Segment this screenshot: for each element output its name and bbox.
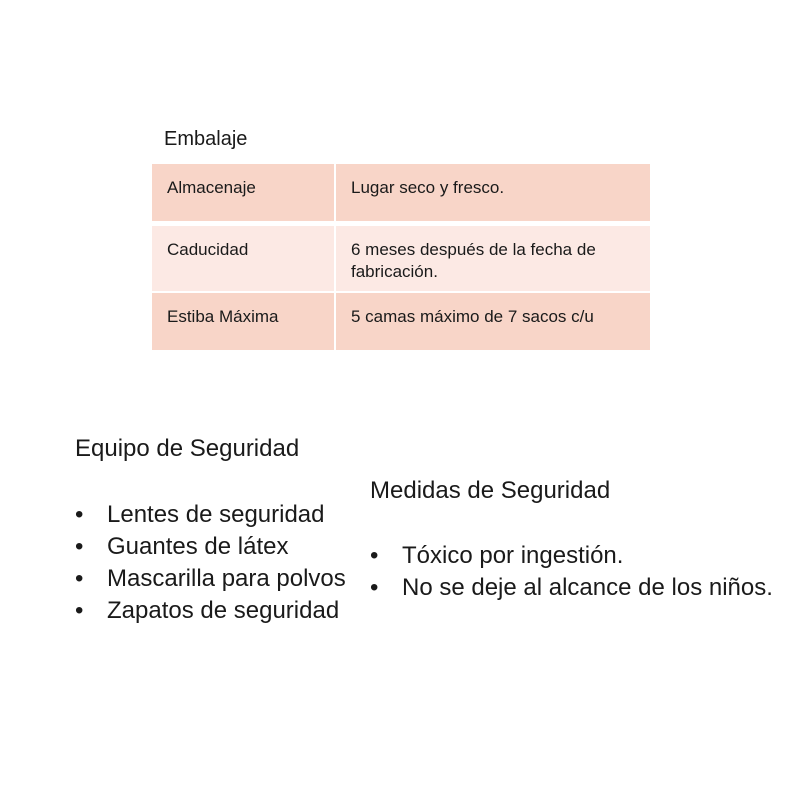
packaging-title: Embalaje (164, 128, 248, 150)
list-item (370, 540, 773, 572)
list-item (75, 563, 346, 595)
safety-measures-title: Medidas de Seguridad (370, 477, 611, 504)
bullet-icon: • (75, 533, 84, 560)
list-item-text: Lentes de seguridad (107, 501, 325, 528)
list-item-text: Tóxico por ingestión. (402, 542, 624, 569)
list-item (75, 499, 346, 531)
list-item (75, 531, 346, 563)
row-label-expiry: Caducidad (152, 221, 336, 291)
row-value-expiry: 6 meses después de la fecha de fabricación. (336, 221, 650, 291)
bullet-icon: • (370, 574, 379, 601)
list-item-text: Zapatos de seguridad (107, 597, 340, 624)
table-row (152, 221, 650, 291)
list-item (370, 572, 773, 604)
bullet-icon: • (75, 565, 84, 592)
bullet-icon: • (370, 542, 379, 569)
list-item-text: Guantes de látex (107, 533, 289, 560)
packaging-table (152, 164, 650, 350)
list-item (75, 595, 346, 627)
row-value-storage: Lugar seco y fresco. (336, 164, 650, 221)
safety-equipment-title: Equipo de Seguridad (75, 435, 300, 462)
bullet-icon: • (75, 501, 84, 528)
safety-equipment-list (75, 499, 346, 627)
safety-measures-list (370, 540, 773, 604)
list-item-text: Mascarilla para polvos (107, 565, 346, 592)
bullet-icon: • (75, 597, 84, 624)
row-label-storage: Almacenaje (152, 164, 336, 221)
list-item-text: No se deje al alcance de los niños. (402, 574, 773, 601)
table-row (152, 164, 650, 221)
table-row (152, 291, 650, 350)
row-value-max-stacking: 5 camas máximo de 7 sacos c/u (336, 291, 650, 350)
row-label-max-stacking: Estiba Máxima (152, 291, 336, 350)
